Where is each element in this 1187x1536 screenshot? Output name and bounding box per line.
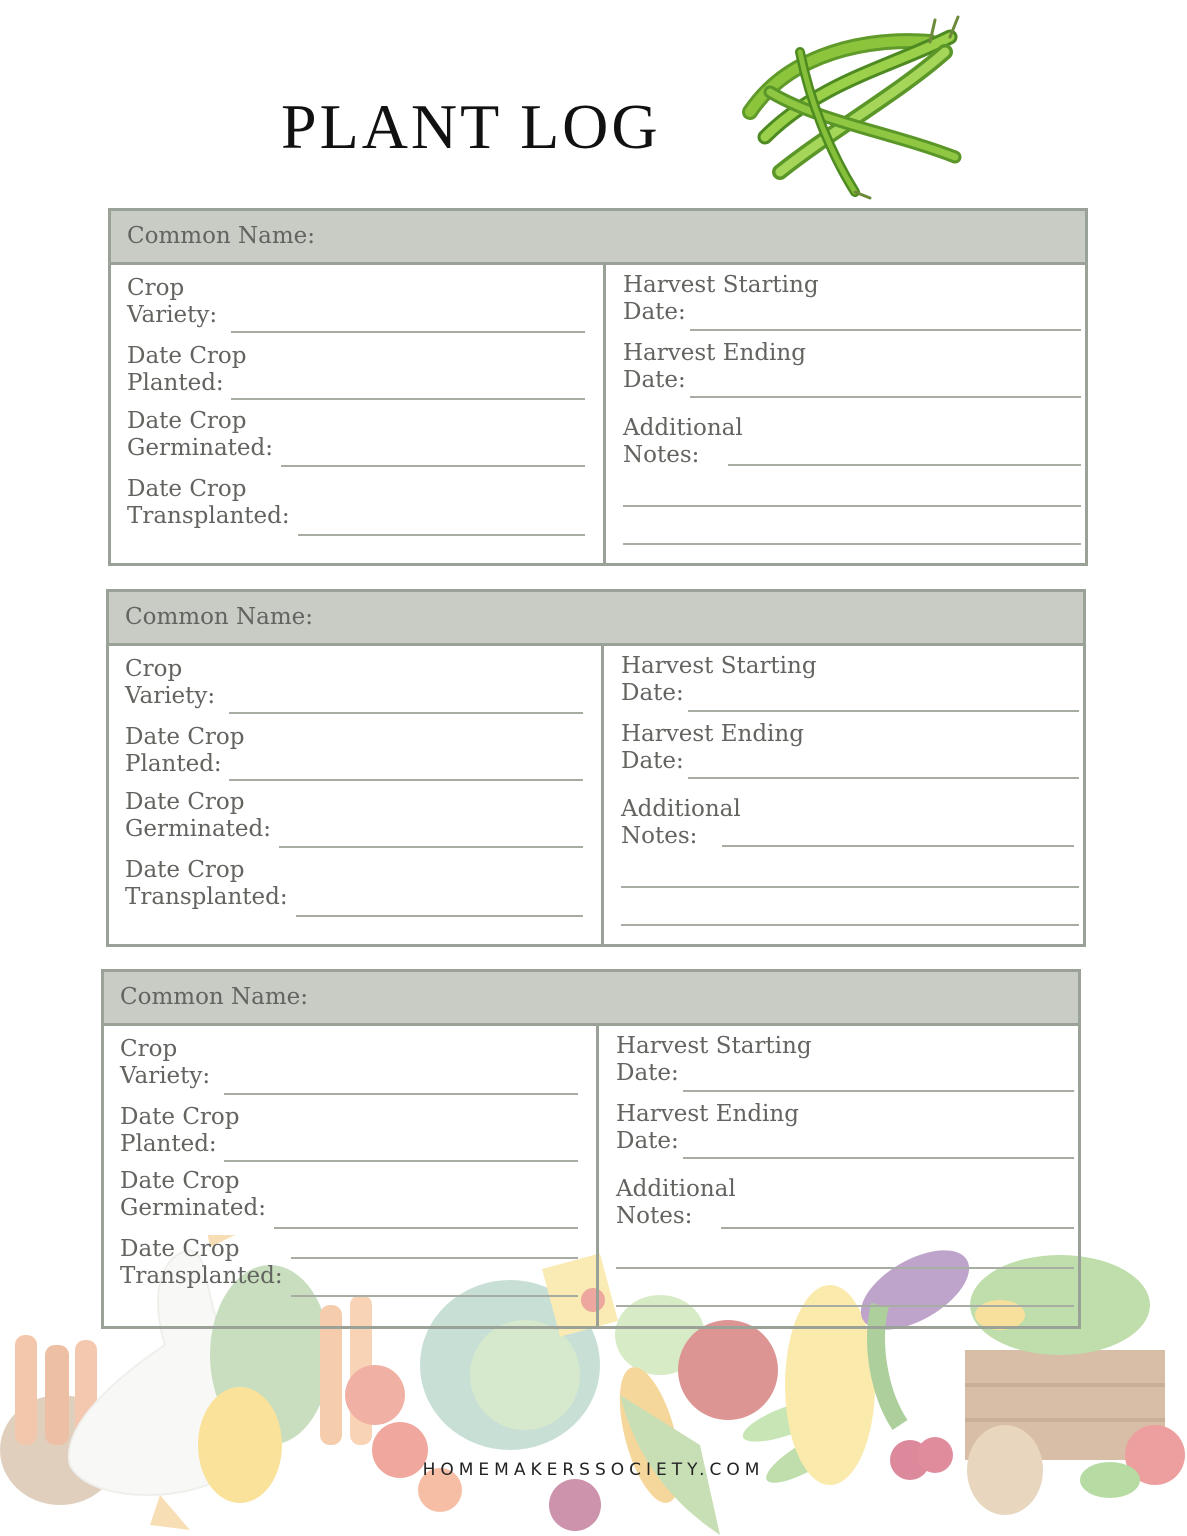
card-body xyxy=(109,646,1083,944)
notes-input-line-1[interactable] xyxy=(728,464,1081,466)
harvest-start-label: Harvest Starting Date: xyxy=(621,653,817,706)
notes-input-line-2[interactable] xyxy=(616,1267,1074,1269)
crop-variety-input[interactable] xyxy=(224,1093,578,1095)
notes-input-line-3[interactable] xyxy=(616,1305,1074,1307)
date-germinated-input[interactable] xyxy=(279,846,583,848)
crop-variety-label: Crop Variety: xyxy=(127,275,218,328)
crop-variety-label: Crop Variety: xyxy=(125,656,216,709)
column-divider xyxy=(601,646,604,944)
crop-variety-input[interactable] xyxy=(231,331,585,333)
notes-input-line-3[interactable] xyxy=(623,543,1081,545)
harvest-end-input[interactable] xyxy=(683,1157,1074,1159)
date-transplanted-input-1[interactable] xyxy=(291,1257,578,1259)
date-planted-label: Date Crop Planted: xyxy=(127,343,247,396)
date-transplanted-input[interactable] xyxy=(296,915,583,917)
harvest-end-label: Harvest Ending Date: xyxy=(616,1101,799,1154)
website-footer: HOMEMAKERSSOCIETY.COM xyxy=(422,1460,765,1480)
date-planted-input[interactable] xyxy=(231,398,585,400)
date-transplanted-label: Date Crop Transplanted: xyxy=(125,857,288,910)
plant-log-card-1 xyxy=(108,208,1088,566)
common-name-field[interactable] xyxy=(109,592,1083,646)
date-planted-label: Date Crop Planted: xyxy=(125,724,245,777)
date-planted-label: Date Crop Planted: xyxy=(120,1104,240,1157)
card-body xyxy=(111,265,1085,563)
date-germinated-input[interactable] xyxy=(281,465,585,467)
column-divider xyxy=(596,1026,599,1326)
date-planted-input[interactable] xyxy=(229,779,583,781)
common-name-label: Common Name: xyxy=(125,604,314,630)
date-germinated-input[interactable] xyxy=(274,1227,578,1229)
column-divider xyxy=(603,265,606,563)
harvest-end-label: Harvest Ending Date: xyxy=(621,721,804,774)
harvest-end-input[interactable] xyxy=(688,777,1079,779)
harvest-start-label: Harvest Starting Date: xyxy=(623,272,819,325)
date-transplanted-label: Date Crop Transplanted: xyxy=(127,476,290,529)
green-beans-icon xyxy=(730,12,965,202)
date-germinated-label: Date Crop Germinated: xyxy=(127,408,273,461)
harvest-start-input[interactable] xyxy=(688,710,1079,712)
date-planted-input[interactable] xyxy=(224,1160,578,1162)
notes-input-line-2[interactable] xyxy=(623,505,1081,507)
notes-input-line-2[interactable] xyxy=(621,886,1079,888)
harvest-end-label: Harvest Ending Date: xyxy=(623,340,806,393)
additional-notes-label: Additional Notes: xyxy=(621,796,741,849)
plant-log-card-3 xyxy=(101,969,1081,1329)
card-body xyxy=(104,1026,1078,1326)
common-name-label: Common Name: xyxy=(120,984,309,1010)
common-name-field[interactable] xyxy=(104,972,1078,1026)
common-name-field[interactable] xyxy=(111,211,1085,265)
date-germinated-label: Date Crop Germinated: xyxy=(125,789,271,842)
crop-variety-label: Crop Variety: xyxy=(120,1036,211,1089)
date-transplanted-input-2[interactable] xyxy=(291,1295,578,1297)
additional-notes-label: Additional Notes: xyxy=(623,415,743,468)
crop-variety-input[interactable] xyxy=(229,712,583,714)
date-transplanted-label: Date Crop Transplanted: xyxy=(120,1236,283,1289)
harvest-start-label: Harvest Starting Date: xyxy=(616,1033,812,1086)
harvest-start-input[interactable] xyxy=(683,1090,1074,1092)
common-name-label: Common Name: xyxy=(127,223,316,249)
date-germinated-label: Date Crop Germinated: xyxy=(120,1168,266,1221)
harvest-end-input[interactable] xyxy=(690,396,1081,398)
date-transplanted-input[interactable] xyxy=(298,534,585,536)
plant-log-card-2 xyxy=(106,589,1086,947)
notes-input-line-3[interactable] xyxy=(621,924,1079,926)
additional-notes-label: Additional Notes: xyxy=(616,1176,736,1229)
page-title: PLANT LOG xyxy=(281,91,661,162)
notes-input-line-1[interactable] xyxy=(722,845,1074,847)
notes-input-line-1[interactable] xyxy=(721,1227,1074,1229)
harvest-start-input[interactable] xyxy=(690,329,1081,331)
